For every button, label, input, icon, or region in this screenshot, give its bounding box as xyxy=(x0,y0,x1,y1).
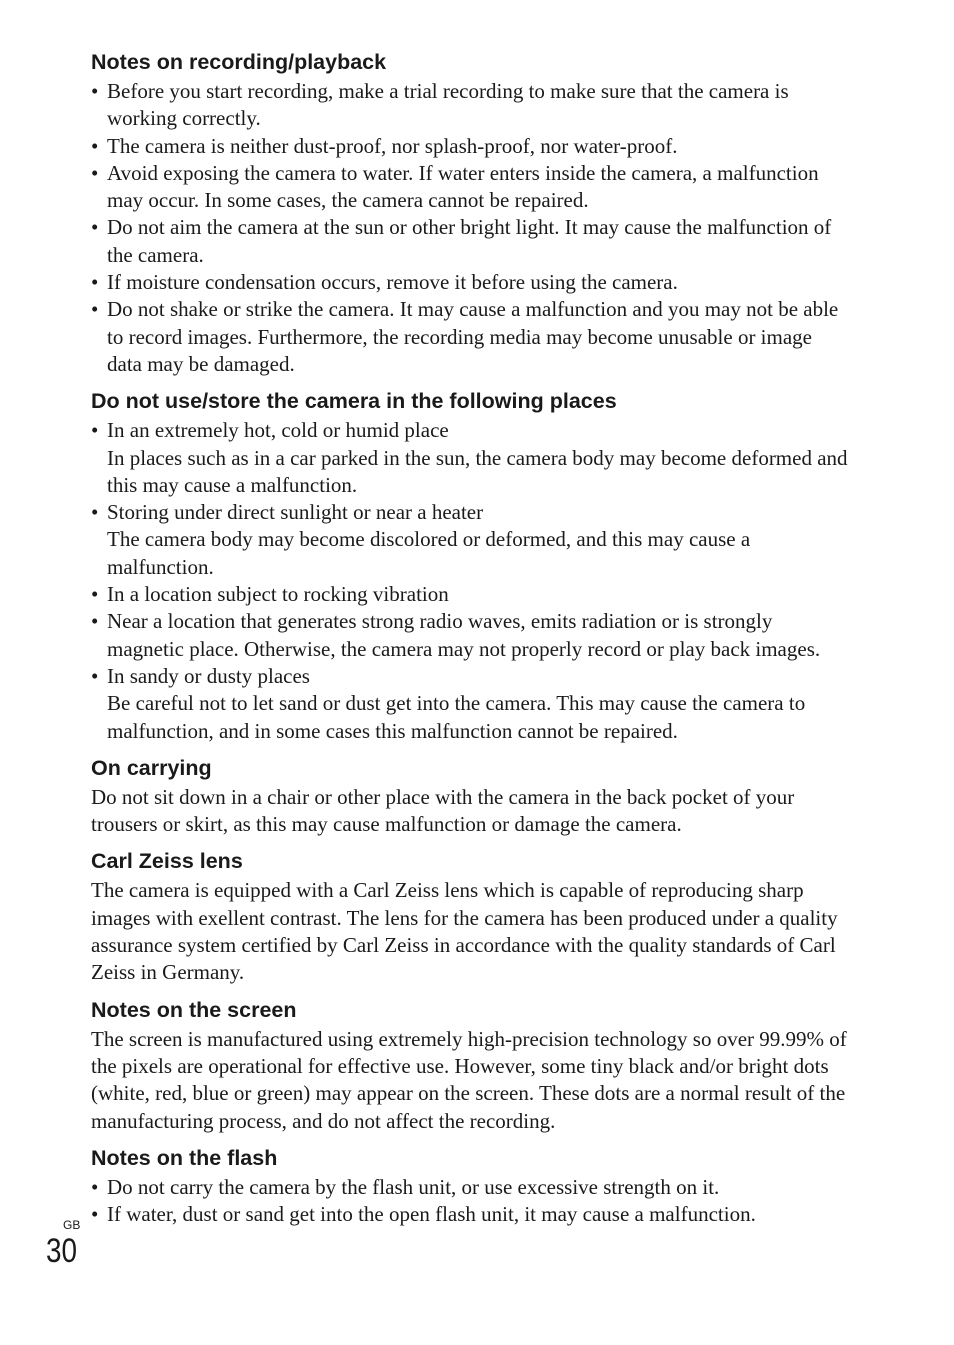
list-item: • The camera is neither dust-proof, nor splash-proof, nor water-proof. xyxy=(91,133,851,160)
bullet-glyph: • xyxy=(91,500,99,525)
list-item xyxy=(91,581,851,608)
list-item: • Do not shake or strike the camera. It may cause a malfunction and you may not be able to record images. Furthermore, the recording media may become unusable or image data may be damaged. xyxy=(91,297,839,376)
list-item xyxy=(91,417,851,499)
item-heading: Storing under direct sunlight or near a heater xyxy=(107,500,484,525)
section-recording-playback xyxy=(91,48,851,378)
section-carrying xyxy=(91,754,851,839)
section-paragraph: The screen is manufactured using extremely high-precision technology so over 99.99% of the pixels are operational for effective use. However, some tiny black and/or bright dots (white, red, blue or green) may appear on the screen. These dots are a normal result of the manufacturing process, and do not affect the recording. xyxy=(91,1026,847,1133)
bullet-list xyxy=(91,417,851,745)
bullet-glyph: • xyxy=(91,160,99,185)
bullet-glyph: • xyxy=(91,418,99,443)
section-flash xyxy=(91,1144,851,1229)
list-item: • Do not aim the camera at the sun or other bright light. It may cause the malfunction of the camera. xyxy=(91,215,832,267)
list-item: • If moisture condensation occurs, remove it before using the camera. xyxy=(91,269,851,296)
section-paragraph: Do not sit down in a chair or other place with the camera in the back pocket of your trousers or skirt, as this may cause malfunction or damage the camera. xyxy=(91,784,795,837)
bullet-glyph: • xyxy=(91,1174,99,1199)
list-item xyxy=(91,663,851,745)
item-heading: In sandy or dusty places xyxy=(107,663,310,688)
bullet-list xyxy=(91,1174,851,1229)
bullet-glyph: • xyxy=(91,663,99,688)
region-code: GB xyxy=(63,1218,81,1232)
item-detail: Be careful not to let sand or dust get into the camera. This may cause the camera to malfunction, and in some cases this malfunction cannot be repaired. xyxy=(107,691,806,743)
bullet-glyph: • xyxy=(91,79,99,103)
section-title: On carrying xyxy=(91,755,212,780)
bullet-glyph: • xyxy=(91,609,99,634)
section-lens xyxy=(91,847,851,986)
section-paragraph: The camera is equipped with a Carl Zeiss lens which is capable of reproducing sharp images with exellent contrast. The lens for the camera has been produced under a quality assurance system certified by Carl Zeiss in accordance with the quality standards of Carl Zeiss in Germany. xyxy=(91,878,838,985)
list-item: • Avoid exposing the camera to water. If water enters inside the camera, a malfunction may occur. In some cases, the camera cannot be repaired. xyxy=(91,160,819,213)
section-title: Do not use/store the camera in the following places xyxy=(91,389,617,414)
section-title: Carl Zeiss lens xyxy=(91,849,243,874)
item-detail: The camera body may become discolored or deformed, and this may cause a malfunction. xyxy=(107,527,751,579)
bullet-glyph: • xyxy=(91,582,99,607)
page-number: 30 xyxy=(46,1232,78,1270)
section-title: Notes on the screen xyxy=(91,997,297,1022)
list-item: • If water, dust or sand get into the open flash unit, it may cause a malfunction. xyxy=(91,1201,851,1228)
bullet-glyph: • xyxy=(91,270,99,295)
item-heading: In a location subject to rocking vibration xyxy=(107,582,449,607)
section-title: Notes on recording/playback xyxy=(91,50,387,74)
bullet-glyph: • xyxy=(91,133,99,158)
manual-page xyxy=(91,48,851,1237)
list-item: • Do not carry the camera by the flash unit, or use excessive strength on it. xyxy=(91,1174,851,1201)
list-item: • Before you start recording, make a trial recording to make sure that the camera is working correctly. xyxy=(91,79,789,131)
bullet-glyph: • xyxy=(91,215,99,240)
list-item xyxy=(91,608,851,663)
section-screen xyxy=(91,996,851,1135)
bullet-glyph: • xyxy=(91,1202,99,1227)
section-storage-places xyxy=(91,387,851,745)
bullet-glyph: • xyxy=(91,297,99,322)
item-heading: In an extremely hot, cold or humid place xyxy=(107,418,449,443)
bullet-list xyxy=(91,78,851,378)
list-item xyxy=(91,499,851,581)
section-title: Notes on the flash xyxy=(91,1145,278,1170)
item-heading: Near a location that generates strong radio waves, emits radiation or is strongly magnetic place. Otherwise, the camera may not properly record or play back images. xyxy=(107,609,821,661)
item-detail: In places such as in a car parked in the sun, the camera body may become deformed and this may cause a malfunction. xyxy=(107,445,848,497)
